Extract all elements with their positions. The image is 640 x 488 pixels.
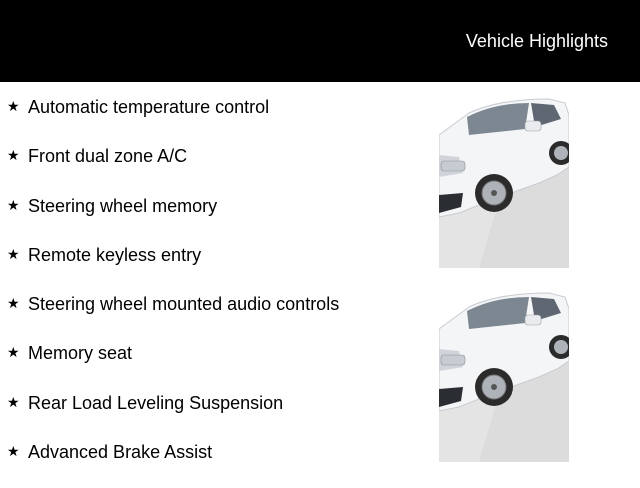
feature-label: Automatic temperature control	[28, 97, 270, 117]
list-item	[0, 143, 420, 192]
star-icon: ★	[7, 98, 20, 114]
star-icon: ★	[7, 196, 20, 213]
list-item	[0, 439, 420, 488]
feature-label: Remote keyless entry	[28, 244, 202, 265]
feature-label: Rear Load Leveling Suspension	[28, 392, 284, 413]
list-item	[0, 94, 420, 143]
star-icon: ★	[7, 443, 20, 460]
star-icon: ★	[7, 147, 20, 164]
suv-image	[439, 289, 569, 462]
star-icon: ★	[7, 295, 20, 312]
list-item	[0, 390, 420, 439]
feature-label: Steering wheel mounted audio controls	[28, 294, 340, 315]
star-icon: ★	[7, 245, 20, 262]
feature-list	[0, 94, 420, 488]
list-item	[0, 340, 420, 389]
list-item	[0, 291, 420, 340]
vehicle-photo	[439, 95, 569, 268]
feature-label: Advanced Brake Assist	[28, 442, 213, 463]
page-title: Vehicle Highlights	[465, 31, 608, 51]
feature-label: Front dual zone A/C	[28, 146, 188, 167]
vehicle-photo	[439, 289, 569, 462]
feature-label: Memory seat	[28, 343, 133, 364]
list-item	[0, 242, 420, 291]
suv-image	[439, 95, 569, 268]
star-icon: ★	[7, 344, 20, 361]
feature-label: Steering wheel memory	[28, 195, 218, 216]
list-item	[0, 193, 420, 242]
header-bar	[0, 0, 640, 82]
star-icon: ★	[7, 393, 20, 410]
